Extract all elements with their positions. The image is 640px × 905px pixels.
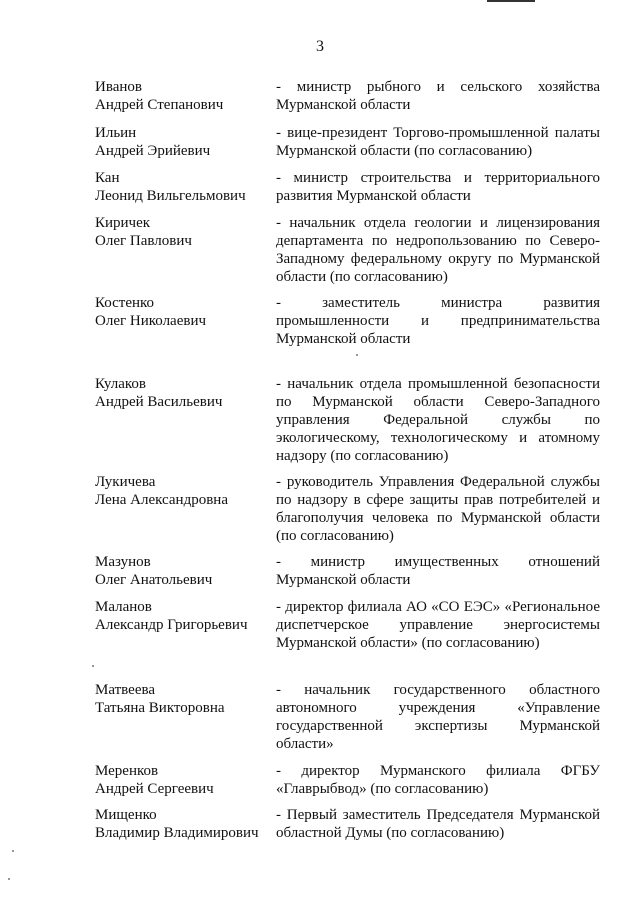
member-name	[95, 762, 275, 798]
member-surname: Ильин	[95, 125, 137, 141]
member-role: - директор филиала АО «СО ЕЭС» «Региональное диспетчерское управление энергосистемы Мурманской области» (по согласованию)	[276, 599, 600, 651]
member-surname: Меренков	[95, 763, 159, 779]
member-name	[95, 294, 275, 330]
member-role: - директор Мурманского филиала ФГБУ «Главрыбвод» (по согласованию)	[276, 763, 600, 797]
member-name	[95, 681, 275, 717]
member-role: - начальник отдела геологии и лицензирования департамента по недропользованию по Северо-Западному федеральному округу по Мурманской области (по согласованию)	[276, 215, 600, 285]
member-name	[95, 553, 275, 589]
scan-speck	[12, 850, 14, 852]
scan-speck	[356, 354, 358, 356]
member-surname: Кан	[95, 170, 120, 186]
member-given-names: Владимир Владимирович	[95, 825, 259, 841]
member-given-names: Олег Анатольевич	[95, 572, 213, 588]
member-role: - начальник государственного областного автономного учреждения «Управление государственной экспертизы Мурманской области»	[276, 682, 600, 752]
member-given-names: Андрей Эрийевич	[95, 143, 211, 159]
member-role: - министр рыбного и сельского хозяйства Мурманской области	[276, 79, 600, 113]
page-number: 3	[316, 38, 324, 55]
member-given-names: Андрей Степанович	[95, 97, 224, 113]
member-surname: Кулаков	[95, 376, 146, 392]
member-name	[95, 124, 275, 160]
member-role: - Первый заместитель Председателя Мурманской областной Думы (по согласованию)	[276, 807, 600, 841]
member-given-names: Татьяна Викторовна	[95, 700, 225, 716]
member-name	[95, 598, 275, 634]
member-role: - руководитель Управления Федеральной службы по надзору в сфере защиты прав потребителей и благополучия человека по Мурманской области (по согласованию)	[276, 474, 600, 544]
member-role: - вице-президент Торгово-промышленной палаты Мурманской области (по согласованию)	[276, 125, 600, 159]
member-role: - начальник отдела промышленной безопасности по Мурманской области Северо-Западного управления Федеральной службы по экологическому, технологическому и атомному надзору (по согласованию)	[276, 376, 600, 464]
member-surname: Иванов	[95, 79, 142, 95]
member-role: - министр строительства и территориального развития Мурманской области	[276, 170, 600, 204]
member-name	[95, 375, 275, 411]
member-name	[95, 169, 275, 205]
scan-speck	[92, 665, 94, 667]
member-given-names: Андрей Сергеевич	[95, 781, 214, 797]
member-surname: Мазунов	[95, 554, 151, 570]
member-surname: Маланов	[95, 599, 152, 615]
scan-speck	[8, 878, 10, 880]
member-role: - министр имущественных отношений Мурманской области	[276, 554, 600, 588]
member-name	[95, 214, 275, 250]
member-role: - заместитель министра развития промышленности и предпринимательства Мурманской области	[276, 295, 600, 347]
member-name	[95, 473, 275, 509]
member-surname: Киричек	[95, 215, 151, 231]
member-name	[95, 806, 275, 842]
member-given-names: Александр Григорьевич	[95, 617, 248, 633]
member-surname: Костенко	[95, 295, 155, 311]
member-given-names: Лена Александровна	[95, 492, 228, 508]
top-edge-mark	[487, 0, 535, 2]
member-surname: Мищенко	[95, 807, 157, 823]
member-name	[95, 78, 275, 114]
member-given-names: Андрей Васильевич	[95, 394, 223, 410]
member-given-names: Леонид Вильгельмович	[95, 188, 246, 204]
member-given-names: Олег Николаевич	[95, 313, 207, 329]
member-given-names: Олег Павлович	[95, 233, 192, 249]
member-surname: Матвеева	[95, 682, 156, 698]
member-surname: Лукичева	[95, 474, 156, 490]
